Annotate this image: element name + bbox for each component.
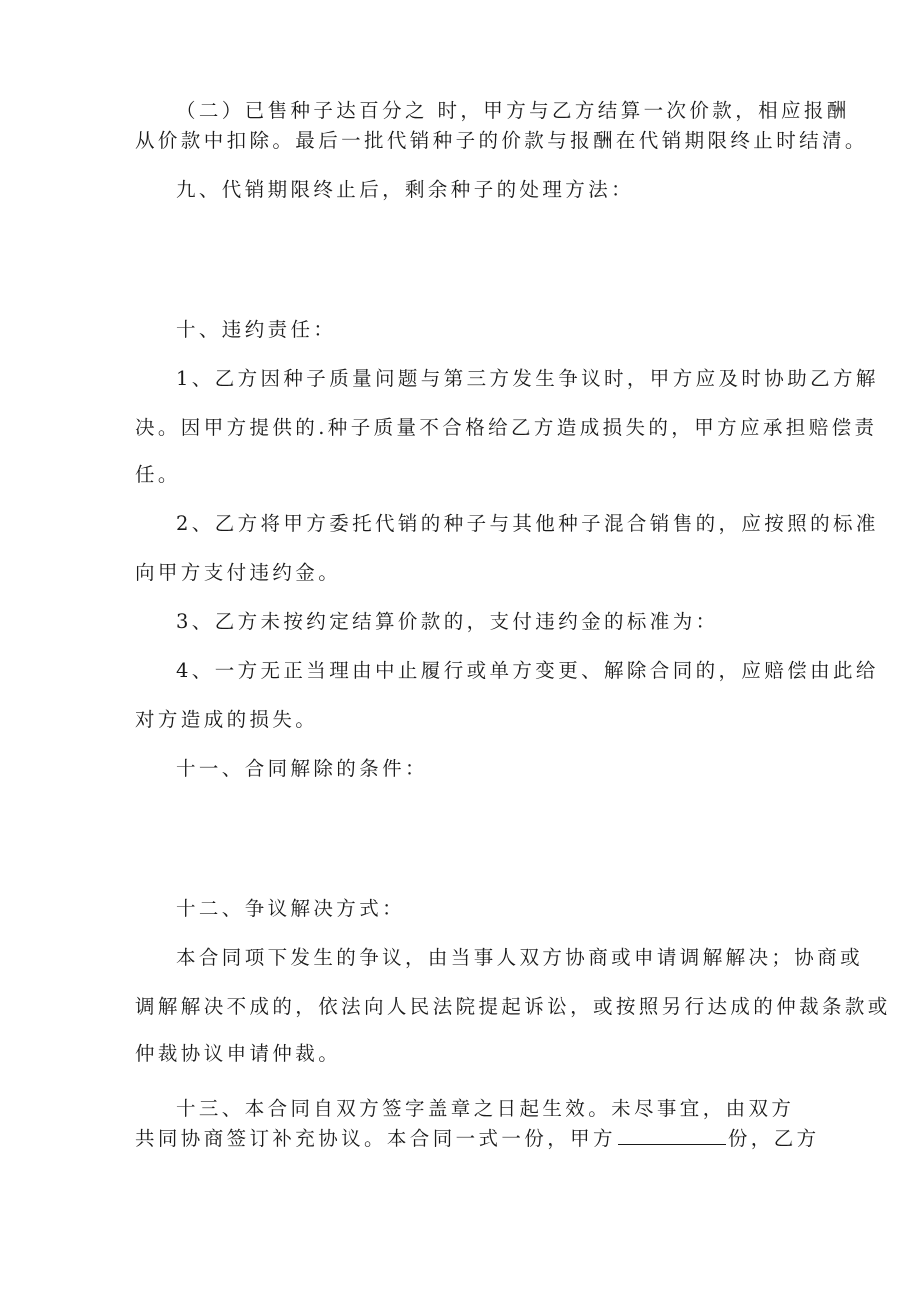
- section-11-heading: 十一、合同解除的条件：: [176, 757, 428, 780]
- breach-item-4-line-2: 对方造成的损失。: [135, 708, 319, 731]
- breach-item-1-line-3: 任。: [135, 463, 181, 486]
- section-10-heading: 十、违约责任：: [176, 318, 337, 341]
- section-13-line-1: 十三、本合同自双方签字盖章之日起生效。未尽事宜，由双方: [176, 1097, 795, 1120]
- section-13-line-2-after: 份，乙方: [727, 1127, 820, 1150]
- breach-item-3: 3、乙方未按约定结算价款的，支付违约金的标准为：: [176, 610, 719, 633]
- breach-item-1-line-1: 1、乙方因种子质量问题与第三方发生争议时，甲方应及时协助乙方解: [176, 367, 879, 390]
- dispute-clause-line-3: 仲裁协议申请仲裁。: [135, 1042, 342, 1065]
- dispute-clause-line-2: 调解解决不成的，依法向人民法院提起诉讼，或按照另行达成的仲裁条款或: [135, 995, 891, 1018]
- section-13-line-2: [135, 1126, 820, 1151]
- settlement-clause-line-1: （二）已售种子达百分之 时，甲方与乙方结算一次价款，相应报酬: [176, 99, 850, 122]
- section-12-heading: 十二、争议解决方式：: [176, 897, 406, 920]
- breach-item-2-line-2: 向甲方支付违约金。: [135, 561, 342, 584]
- section-9-heading: 九、代销期限终止后，剩余种子的处理方法：: [176, 178, 635, 201]
- section-13-line-2-before: 共同协商签订补充协议。本合同一式一份，甲方: [135, 1127, 616, 1150]
- breach-item-2-line-1: 2、乙方将甲方委托代销的种子与其他种子混合销售的，应按照的标准: [176, 512, 879, 535]
- copies-blank-field: [618, 1126, 726, 1145]
- dispute-clause-line-1: 本合同项下发生的争议，由当事人双方协商或申请调解解决；协商或: [176, 946, 864, 969]
- settlement-clause-line-2: 从价款中扣除。最后一批代销种子的价款与报酬在代销期限终止时结清。: [135, 129, 868, 152]
- breach-item-1-line-2: 决。因甲方提供的.种子质量不合格给乙方造成损失的，甲方应承担赔偿责: [135, 416, 878, 439]
- breach-item-4-line-1: 4、一方无正当理由中止履行或单方变更、解除合同的，应赔偿由此给: [176, 659, 879, 682]
